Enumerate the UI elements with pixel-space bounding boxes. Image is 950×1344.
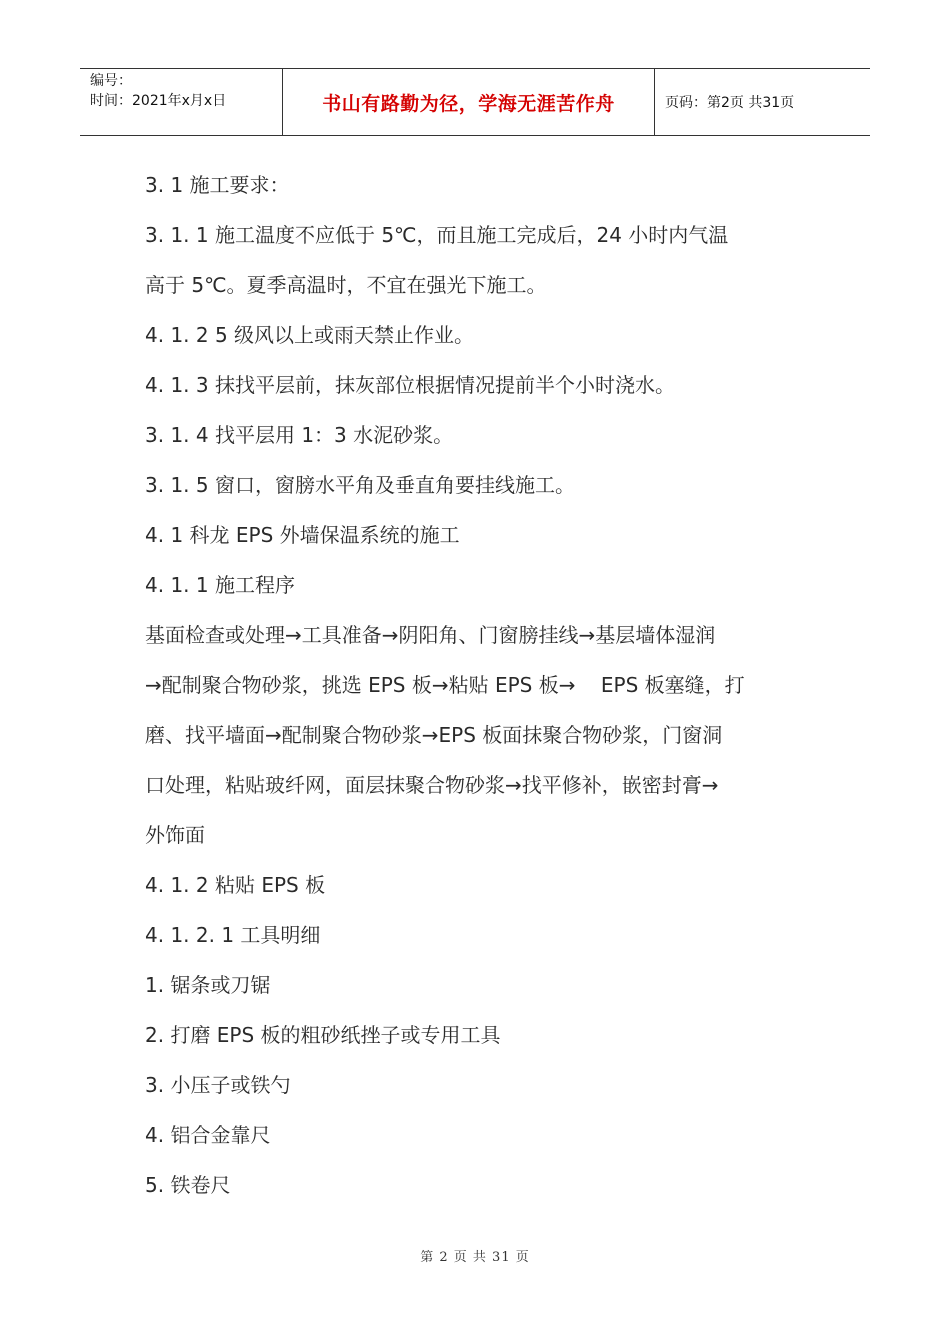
text-line: 3. 1. 1 施工温度不应低于 5℃，而且施工完成后，24 小时内气温 [145, 223, 729, 247]
procedure-text-line: 口处理，粘贴玻纤网，面层抹聚合物砂浆→找平修补，嵌密封膏→ [145, 773, 719, 797]
text-line: 4. 1. 3 抹找平层前，抹灰部位根据情况提前半个小时浇水。 [145, 373, 675, 397]
list-item: 5. 铁卷尺 [145, 1173, 231, 1197]
document-number-label: 编号： [90, 73, 132, 89]
header-motto-cell [282, 69, 655, 135]
document-body [145, 160, 810, 1210]
header-page-info: 页码：第2页 共31页 [665, 95, 795, 111]
page-footer [0, 1246, 950, 1265]
list-item: 3. 小压子或铁勺 [145, 1073, 291, 1097]
text-line: 3. 1. 4 找平层用 1：3 水泥砂浆。 [145, 423, 454, 447]
procedure-text-line: 基面检查或处理→工具准备→阴阳角、门窗膀挂线→基层墙体湿润 [145, 623, 716, 647]
header-page-cell [655, 69, 870, 135]
header-meta-cell [80, 69, 282, 135]
list-item: 2. 打磨 EPS 板的粗砂纸挫子或专用工具 [145, 1023, 501, 1047]
procedure-text-line: 外饰面 [145, 823, 205, 847]
text-line: 高于 5℃。夏季高温时，不宜在强光下施工。 [145, 273, 547, 297]
subsection-heading: 4. 1. 1 施工程序 [145, 573, 295, 597]
section-heading: 3. 1 施工要求： [145, 173, 290, 197]
procedure-text-line: 磨、找平墙面→配制聚合物砂浆→EPS 板面抹聚合物砂浆，门窗洞 [145, 723, 723, 747]
text-line: 3. 1. 5 窗口，窗膀水平角及垂直角要挂线施工。 [145, 473, 575, 497]
text-line: 4. 1. 2 5 级风以上或雨天禁止作业。 [145, 323, 475, 347]
list-item: 4. 铝合金靠尺 [145, 1123, 271, 1147]
subsection-heading: 4. 1. 2 粘贴 EPS 板 [145, 873, 326, 897]
document-header [80, 68, 870, 136]
header-motto: 书山有路勤为径，学海无涯苦作舟 [322, 92, 615, 115]
list-item: 1. 锯条或刀锯 [145, 973, 271, 997]
section-heading: 4. 1 科龙 EPS 外墙保温系统的施工 [145, 523, 460, 547]
procedure-text-line: →配制聚合物砂浆，挑选 EPS 板→粘贴 EPS 板→ EPS 板塞缝，打 [145, 673, 745, 697]
footer-page-number: 第 2 页 共 31 页 [420, 1250, 530, 1265]
subsection-heading: 4. 1. 2. 1 工具明细 [145, 923, 321, 947]
document-date: 时间：2021年x月x日 [90, 93, 227, 109]
